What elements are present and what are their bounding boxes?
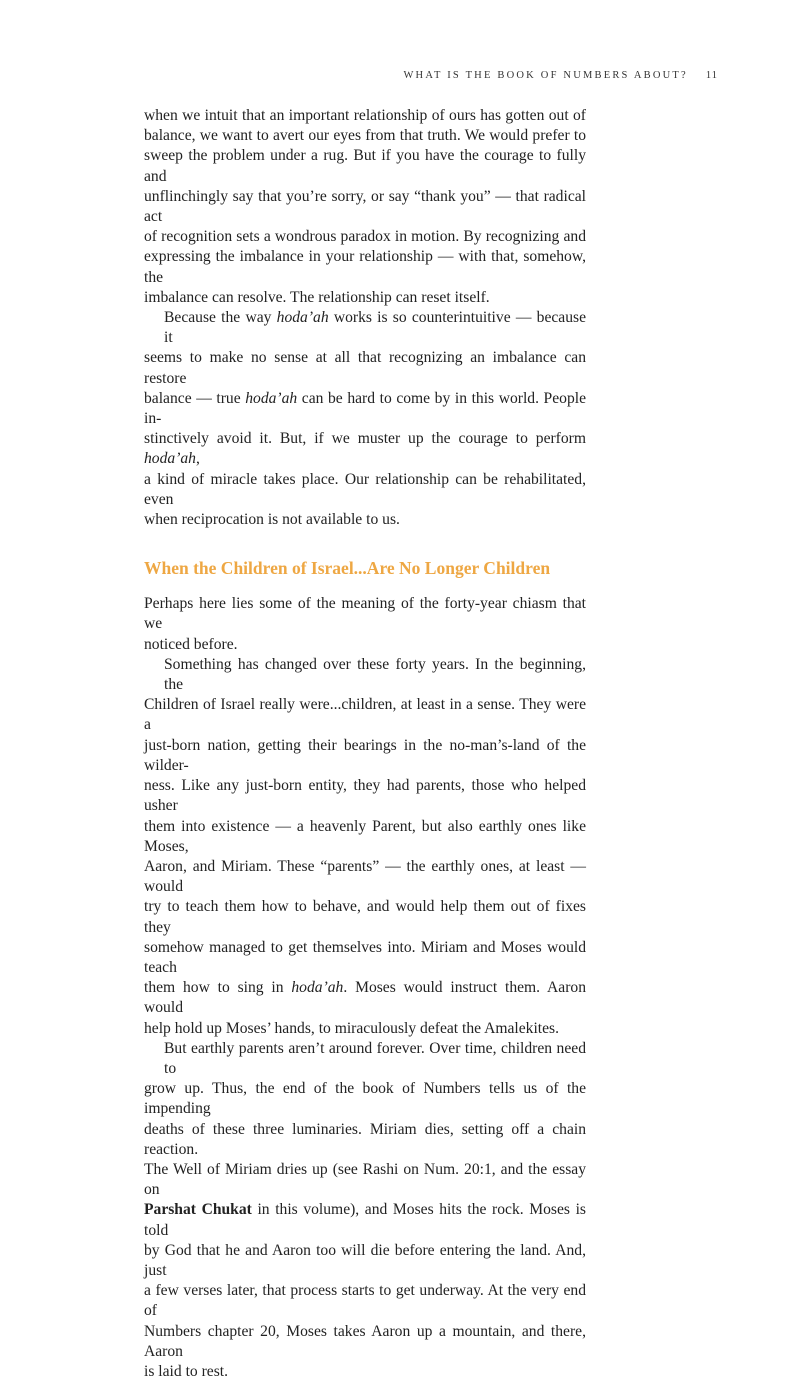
text-line: Something has changed over these forty years. In the beginning, the xyxy=(164,655,586,694)
text-run: them how to sing in xyxy=(144,979,292,997)
text-run: stinctively avoid it. But, if we muster up the courage to perform xyxy=(144,430,586,448)
italic-term: hoda’ah xyxy=(245,389,298,407)
running-head xyxy=(380,70,718,81)
text-line: grow up. Thus, the end of the book of Numbers tells us of the impending xyxy=(144,1080,586,1118)
text-line: noticed before. xyxy=(144,635,238,653)
text-line: seems to make no sense at all that recognizing an imbalance can restore xyxy=(144,349,586,387)
text-line: try to teach them how to behave, and would help them out of fixes they xyxy=(144,898,586,936)
text-line: balance, we want to avert our eyes from that truth. We would prefer to xyxy=(144,127,586,145)
paragraph-continued xyxy=(144,106,586,308)
text-line: them into existence — a heavenly Parent, but also earthly ones like Moses, xyxy=(144,817,586,855)
text-line: help hold up Moses’ hands, to miraculously defeat the Amalekites. xyxy=(144,1019,560,1037)
text-line: when we intuit that an important relationship of ours has gotten out of xyxy=(144,107,586,124)
italic-term: hoda’ah xyxy=(291,979,344,997)
section-heading: When the Children of Israel...Are No Longer Children xyxy=(144,558,551,579)
text-line: Children of Israel really were...children, at least in a sense. They were a xyxy=(144,696,586,734)
italic-term: hoda’ah xyxy=(144,450,196,468)
text-line: Perhaps here lies some of the meaning of the forty-year chiasm that we xyxy=(144,595,586,633)
text-run: Because the way xyxy=(164,309,277,327)
text-line: The Well of Miriam dries up (see Rashi on Num. 20:1, and the essay on xyxy=(144,1160,586,1199)
text-line: unflinchingly say that you’re sorry, or say “thank you” — that radical act xyxy=(144,187,586,226)
paragraph-chiasm xyxy=(144,594,586,655)
text-line: by God that he and Aaron too will die before entering the land. And, just xyxy=(144,1241,586,1279)
text-line: But earthly parents aren’t around forever. Over time, children need to xyxy=(164,1039,586,1077)
text-run: , xyxy=(195,450,200,468)
text-line xyxy=(144,429,586,469)
paragraph-hodaah xyxy=(144,308,586,530)
text-line xyxy=(144,1200,586,1240)
text-line: deaths of these three luminaries. Miriam dies, setting off a chain reaction. xyxy=(144,1120,586,1158)
text-line: of recognition sets a wondrous paradox in motion. By recognizing and xyxy=(144,228,586,246)
text-line: expressing the imbalance in your relationship — with that, somehow, the xyxy=(144,248,586,286)
text-line: Aaron, and Miriam. These “parents” — the earthly ones, at least — would xyxy=(144,857,586,896)
text-line xyxy=(144,978,586,1018)
text-line: sweep the problem under a rug. But if you have the courage to fully and xyxy=(144,147,586,185)
text-run: can be hard to come by in this world. People in- xyxy=(144,389,586,428)
running-head-title: WHAT IS THE BOOK OF NUMBERS ABOUT? xyxy=(403,70,688,81)
text-line: Numbers chapter 20, Moses takes Aaron up a mountain, and there, Aaron xyxy=(144,1322,586,1360)
paragraph-forty-years xyxy=(144,655,586,1039)
text-line: ness. Like any just-born entity, they had parents, those who helped usher xyxy=(144,777,586,815)
page-number: 11 xyxy=(705,70,718,81)
text-line xyxy=(144,389,586,429)
text-line: imbalance can resolve. The relationship can reset itself. xyxy=(144,288,490,306)
text-line: a few verses later, that process starts to get underway. At the very end of xyxy=(144,1282,586,1320)
text-line: just-born nation, getting their bearings in the no-man’s-land of the wilder- xyxy=(144,736,586,774)
text-line: somehow managed to get themselves into. Miriam and Moses would teach xyxy=(144,938,586,976)
text-run: in this volume), and Moses hits the rock. Moses is told xyxy=(144,1201,586,1239)
text-line: is laid to rest. xyxy=(144,1362,229,1380)
text-run: works is so counterintuitive — because it xyxy=(164,309,586,347)
italic-term: hoda’ah xyxy=(276,309,329,327)
text-line xyxy=(144,308,586,348)
body-text xyxy=(144,106,586,1382)
text-line: a kind of miracle takes place. Our relationship can be rehabilitated, even xyxy=(144,470,586,508)
paragraph-earthly-parents xyxy=(144,1039,586,1382)
text-run: balance — true xyxy=(144,389,246,407)
text-run: . Moses would instruct them. Aaron would xyxy=(144,979,587,1017)
text-line: when reciprocation is not available to us. xyxy=(144,511,400,529)
bold-reference: Parshat Chukat xyxy=(144,1201,252,1219)
